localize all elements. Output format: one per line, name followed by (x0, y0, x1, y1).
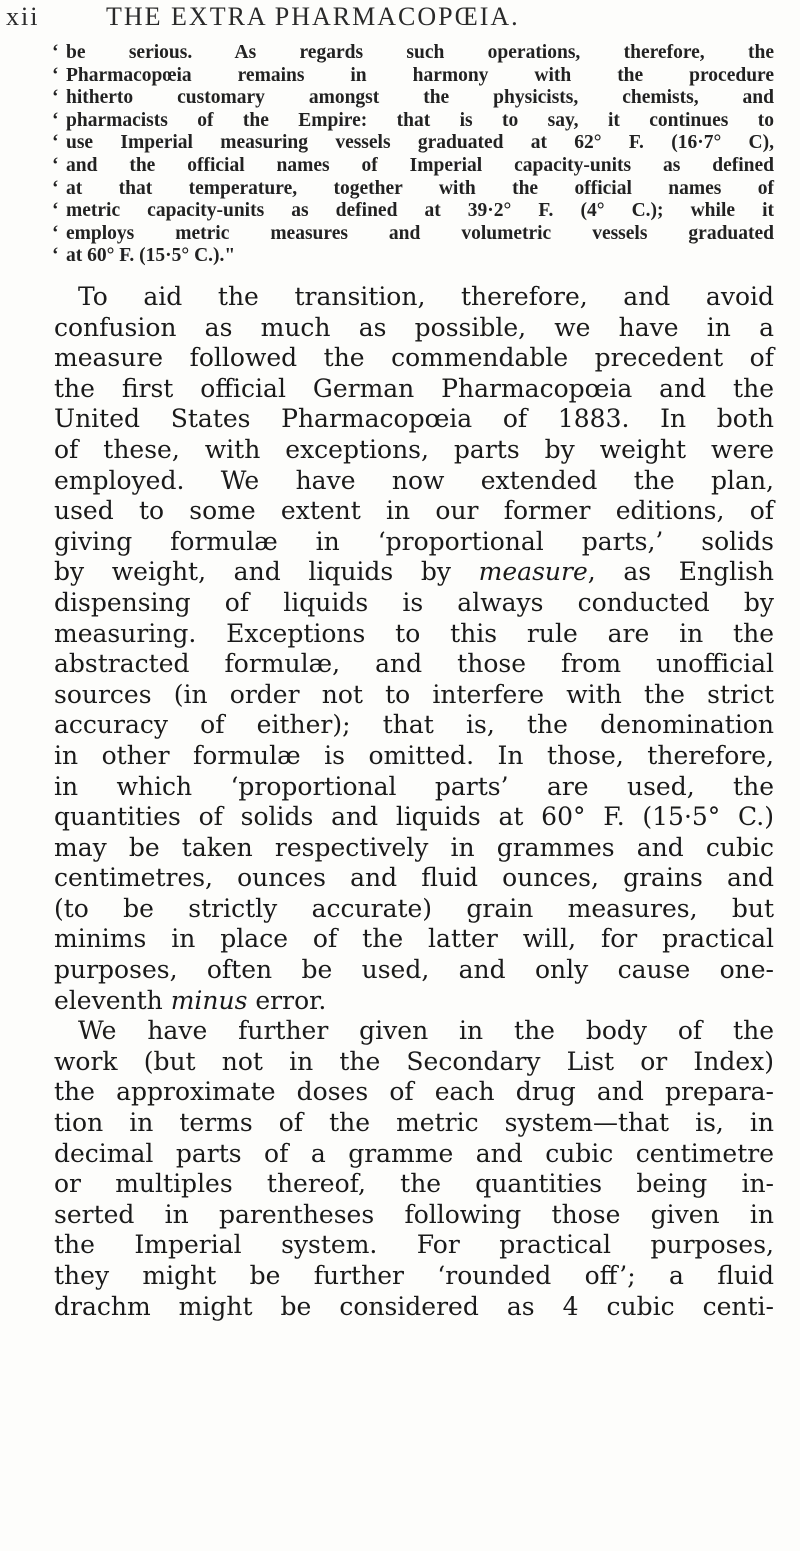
quote-line: ‘ and the official names of Imperial capacity-units as defined (52, 154, 774, 176)
quote-line: ‘ employs metric measures and volumetric vessels graduated (52, 222, 774, 244)
running-head (6, 2, 786, 32)
text-line: dispensing of liquids is always conducted by (54, 587, 774, 617)
text-line: measuring. Exceptions to this rule are in the (54, 618, 774, 648)
text-line: (to be strictly accurate) grain measures, but (54, 893, 774, 923)
quote-mark: ‘ (52, 154, 59, 176)
text-line: in other formulæ is omitted. In those, therefore, (54, 740, 774, 770)
text-line: confusion as much as possible, we have in a (54, 312, 774, 342)
text-line: We have further given in the body of the (78, 1016, 774, 1046)
text-line: used to some extent in our former editions, of (54, 496, 774, 526)
running-title: THE EXTRA PHARMACOPŒIA. (106, 2, 520, 31)
quote-line: ‘ use Imperial measuring vessels graduated at 62° F. (16·7° C), (52, 132, 774, 154)
page-number: xii (6, 2, 40, 31)
text-line: drachm might be considered as 4 cubic centi- (54, 1291, 774, 1321)
text-line: To aid the transition, therefore, and avoid (78, 282, 774, 311)
quote-line: ‘ at 60° F. (15·5° C.)." (52, 245, 236, 267)
text-line: in which ‘proportional parts’ are used, the (54, 771, 774, 801)
quote-mark: ‘ (52, 200, 59, 222)
text-line: decimal parts of a gramme and cubic centimetre (54, 1138, 774, 1168)
quote-line: ‘ metric capacity-units as defined at 39·2° F. (4° C.); while it (52, 200, 774, 222)
text-line: work (but not in the Secondary List or Index) (54, 1046, 774, 1076)
quote-mark: ‘ (52, 42, 59, 63)
text-line: giving formulæ in ‘proportional parts,’ solids (54, 526, 774, 556)
text-line: serted in parentheses following those given in (54, 1199, 774, 1229)
quote-mark: ‘ (52, 245, 59, 267)
quote-line: ‘ Pharmacopœia remains in harmony with the procedure (52, 64, 774, 86)
main-text (54, 282, 774, 1322)
text-line: purposes, often be used, and only cause one- (54, 955, 774, 985)
text-line: the approximate doses of each drug and prepara- (54, 1077, 774, 1107)
quote-line: ‘ be serious. As regards such operations, therefore, the (52, 42, 774, 63)
quote-mark: ‘ (52, 64, 59, 86)
quote-mark: ‘ (52, 132, 59, 154)
text-line: they might be further ‘rounded off’; a fluid (54, 1261, 774, 1290)
quoted-passage (54, 42, 774, 268)
text-line: United States Pharmacopœia of 1883. In both (54, 404, 774, 434)
quote-mark: ‘ (52, 109, 59, 131)
text-line: may be taken respectively in grammes and cubic (54, 832, 774, 862)
quote-mark: ‘ (52, 87, 59, 109)
text-line: accuracy of either); that is, the denomination (54, 710, 774, 740)
text-line: sources (in order not to interfere with the strict (54, 679, 774, 709)
text-line: eleventh minus error. (54, 985, 327, 1015)
text-line: the first official German Pharmacopœia and the (54, 373, 774, 403)
quote-line: ‘ at that temperature, together with the official names of (52, 177, 774, 199)
italic-word: minus (170, 985, 248, 1015)
text-line: measure followed the commendable precedent of (54, 343, 774, 373)
text-line: or multiples thereof, the quantities being in- (54, 1169, 774, 1199)
text-line: employed. We have now extended the plan, (54, 465, 774, 495)
paragraph (54, 1016, 774, 1322)
text-line: the Imperial system. For practical purposes, (54, 1230, 774, 1260)
quote-mark: ‘ (52, 222, 59, 244)
text-line: tion in terms of the metric system—that is, in (54, 1108, 774, 1138)
text-line: centimetres, ounces and fluid ounces, grains and (54, 863, 774, 893)
text-line: of these, with exceptions, parts by weight were (54, 434, 774, 464)
italic-word: measure (478, 557, 588, 587)
quote-line: ‘ hitherto customary amongst the physicists, chemists, and (52, 87, 774, 109)
text-line: by weight, and liquids by measure, as English (54, 557, 774, 587)
paragraph (54, 282, 774, 1016)
text-line: abstracted formulæ, and those from unofficial (54, 649, 774, 679)
text-line: quantities of solids and liquids at 60° F. (15·5° C.) (54, 802, 774, 832)
quote-mark: ‘ (52, 177, 59, 199)
text-line: minims in place of the latter will, for practical (54, 924, 774, 954)
quote-line: ‘ pharmacists of the Empire: that is to say, it continues to (52, 109, 774, 131)
